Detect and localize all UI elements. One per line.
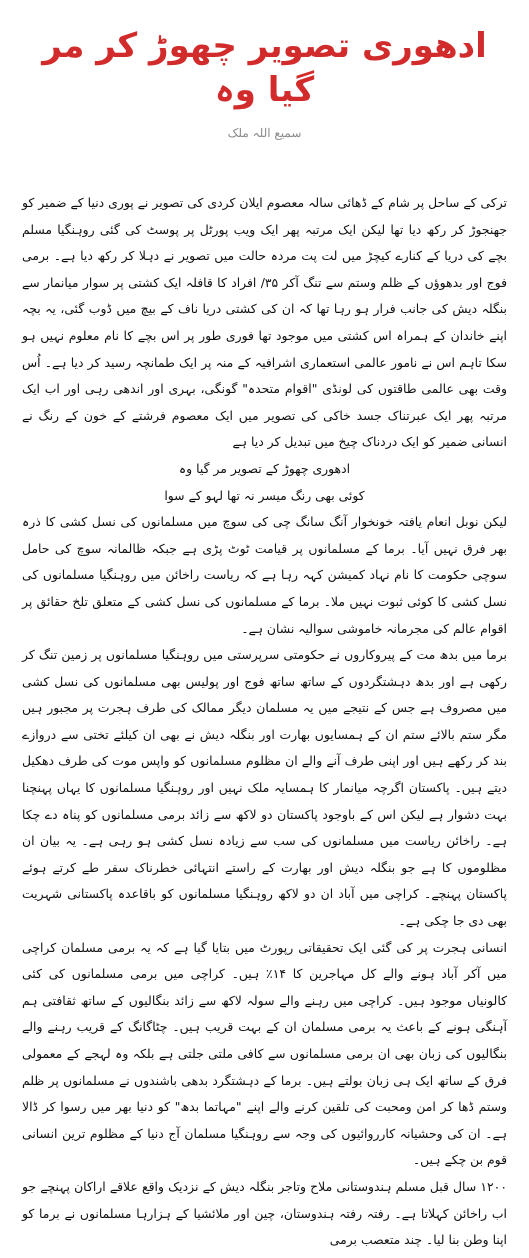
paragraph-1: ترکی کے ساحل پر شام کے ڈھائی سالہ معصوم ایلان کردی کی تصویر نے پوری دنیا کے ضمیر کو جھنجوڑ کر رکھ دیا تھا لیکن ایک مرتبہ پھر ایک ویب پورٹل پر پوسٹ کی گئی روہنگیا مسلم بچے کی دریا کے کنارے کیچڑ میں لت پت مردہ حالت میں تصویر نے دہلا کر رکھ دیا ہے۔ برمی فوج اور بدھوؤں کے ظلم وستم سے تنگ آکر ۳۵/ افراد کا قافلہ ایک کشتی پر سوار میانمار سے بنگلہ دیش کی جانب فرار ہو رہا تھا کہ ان کی کشتی دریا ناف کے بیچ میں ڈوب گئی، یہ بچہ اپنے خاندان کے ہمراہ اس کشتی میں موجود تھا فوری طور پر اس بچے کا نام معلوم نہیں ہو سکا تاہم اس نے نامور عالمی استعماری اشرافیہ کے منہ پر ایک طمانچہ رسید کر دیا ہے۔ اُس وقت بھی عالمی طاقتوں کی لونڈی "اقوام متحدہ" گونگی، بہری اور اندھی رہی اور اب ایک مرتبہ پھر ایک عبرتناک جسد خاکی کی تصویر میں ایک معصوم فرشتے کے خون کے رنگ نے انسانی ضمیر کو ایک دردناک چیخ میں تبدیل کر دیا ہے bbox=[22, 195, 507, 450]
paragraph-2: لیکن نوبل انعام یافتہ خونخوار آنگ سانگ چی کی سوچ میں مسلمانوں کی نسل کشی کا ذرہ بھر فرق نہیں آیا۔ برما کے مسلمانوں پر قیامت ٹوٹ پڑی ہے جبکہ ظالمانہ سوچ کی حامل سوچی حکومت کا نام نہاد کمیشن کہہ رہا ہے کہ ریاست راخائن میں روہنگیا مسلمانوں کی نسل کشی کا کوئی ثبوت نہیں ملا۔ برما کے مسلمانوں کی نسل کشی کے متعلق تلخ حقائق پر اقوام عالم کی مجرمانہ خاموشی سوالیہ نشان ہے۔ bbox=[22, 514, 507, 636]
article-title: ادھوری تصویر چھوڑ کر مر گیا وہ bbox=[42, 26, 487, 110]
paragraph-5: ۱۲۰۰ سال قبل مسلم ہندوستانی ملاح وتاجر بنگلہ دیش کے نزدیک واقع علاقے اراکان پہنچے جو اب راخائن کہلاتا ہے۔ رفتہ رفتہ ہندوستان، چین اور ملائشیا کے ہزارہا مسلمانوں نے برما کو اپنا وطن بنا لیا۔ چند متعصب برمی bbox=[22, 1178, 507, 1248]
article-body bbox=[22, 190, 507, 1254]
verse-line-1: ادھوری چھوڑ کے تصویر مر گیا وہ bbox=[178, 460, 351, 476]
article-author: سمیع اللہ ملک bbox=[227, 126, 302, 140]
verse-line-2: کوئی بھی رنگ میسر نہ تھا لہو کے سوا bbox=[164, 487, 365, 503]
paragraph-3: برما میں بدھ مت کے پیروکاروں نے حکومتی سرپرستی میں روہنگیا مسلمانوں پر زمین تنگ کر رکھی ہے اور بدھ دہشتگردوں کے ساتھ ساتھ فوج اور پولیس بھی مسلمانوں کی نسل کشی میں مصروف ہے جس کے نتیجے میں یہ مسلمان دیگر ممالک کی طرف ہجرت پر مجبور ہیں مگر ستم بالائے ستم ان کے ہمسایوں بھارت اور بنگلہ دیش نے بھی ان کیلئے تختی سے دروازے بند کر رکھے ہیں اور اپنی طرف آنے والے ان مظلوم مسلمانوں کو واپس موت کی طرف دھکیل دیتے ہیں۔ پاکستان اگرچہ میانمار کا ہمسایہ ملک نہیں اور روہنگیا مسلمانوں کا یہاں پہنچنا بہت دشوار ہے لیکن اس کے باوجود پاکستان دو لاکھ سے زائد برمی مسلمانوں کو پناہ دے چکا ہے۔ راخائن ریاست میں مسلمانوں کی سب سے زیادہ نسل کشی ہو رہی ہے۔ یہ بیان ان مظلوموں کا ہے جو بنگلہ دیش اور بھارت کے راستے انتہائی خطرناک سفر طے کرتے ہوئے پاکستان پہنچے۔ کراچی میں آباد ان دو لاکھ روہنگیا مسلمانوں کو باقاعدہ پاکستانی شہریت بھی دی جا چکی ہے۔ bbox=[22, 647, 507, 929]
paragraph-4: انسانی ہجرت پر کی گئی ایک تحقیقاتی رپورٹ میں بتایا گیا ہے کہ یہ برمی مسلمان کراچی میں آکر آباد ہونے والے کل مہاجرین کا ۱۴٪ ہیں۔ کراچی میں برمی مسلمانوں کی کئی کالونیاں موجود ہیں۔ کراچی میں رہنے والے سولہ لاکھ سے زائد بنگالیوں کے ساتھ ثقافتی ہم آہنگی ہونے کے باعث یہ برمی مسلمان ان کے بہت قریب ہیں۔ چٹاگانگ کے قریب رہنے والے بنگالیوں کی زبان بھی ان برمی مسلمانوں سے کافی ملتی جلتی ہے بلکہ وہ لہجے کے معمولی فرق کے ساتھ ایک ہی زبان بولتے ہیں۔ برما کے دہشتگرد بدھی باشندوں نے مسلمانوں پر ظلم وستم ڈھا کر امن ومحبت کی تلقین کرنے والے اپنے "مہاتما بدھ" کو دنیا بھر میں رسوا کر ڈالا ہے۔ ان کی وحشیانہ کارروائیوں کی وجہ سے روہنگیا مسلمان آج دنیا کے مظلوم ترین انسانی قوم بن چکے ہیں۔ bbox=[22, 939, 507, 1168]
